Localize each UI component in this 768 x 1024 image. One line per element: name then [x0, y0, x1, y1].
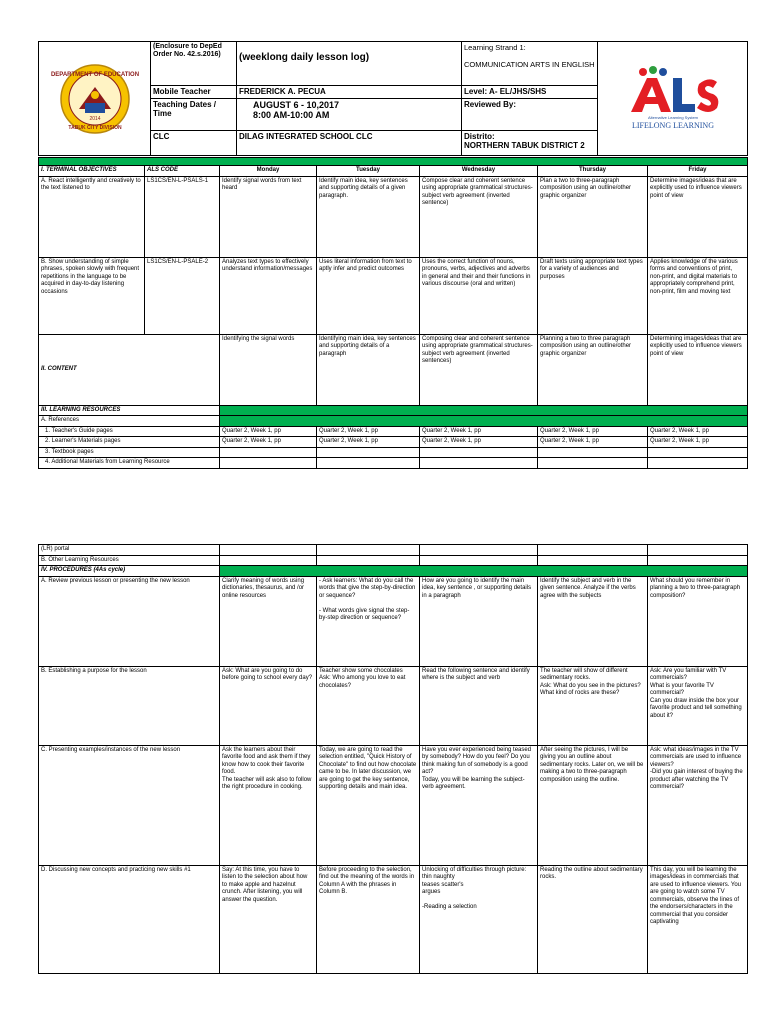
table-cell: Applies knowledge of the various forms and conventions of print, non-print, and digital materials to appropriately comprehend print, non-print, film and moving text	[648, 257, 748, 334]
objective-code: LS1CS/EN-L-PSALE-2	[145, 257, 220, 334]
table-cell: Quarter 2, Week 1, pp	[220, 426, 317, 437]
procedure-row-c	[39, 745, 748, 865]
other-resources-row	[39, 555, 748, 566]
table-cell: Identify main idea, key sentences and supporting details of a given paragraph.	[317, 176, 420, 257]
clc-label: CLC	[151, 131, 237, 156]
enclosure-note: (Enclosure to DepEd Order No. 42.s.2016)	[151, 42, 237, 86]
col-tuesday: Tuesday	[317, 166, 420, 177]
table-cell: Quarter 2, Week 1, pp	[538, 437, 648, 448]
table-cell: This day, you will be learning the images/ideas in commercials that are used to influence viewers. You are going to watch some TV commercials, observe the lines of the endorsers/characters in the commercial that you consider captivating	[648, 865, 748, 973]
learning-strand-cell	[462, 42, 598, 86]
table-cell: Ask the learners about their favorite food and ask them if they know how to cook their favorite food. The teacher will ask also to follow the right procedure in cooking.	[220, 745, 317, 865]
objective-label: B. Show understanding of simple phrases, spoken slowly with frequent repetitions in the language to be acquired in day-to-day listening occasions	[39, 257, 145, 334]
mobile-teacher-label: Mobile Teacher	[151, 86, 237, 99]
level-value: Level: A- EL/JHS/SHS	[462, 86, 598, 99]
table-cell: After seeing the pictures, I will be giving you an outline about sedimentary rocks. Later on, we will be making a two to three-paragraph composition using the outline.	[538, 745, 648, 865]
als-tagline: LIFELONG LEARNING	[631, 120, 714, 130]
table-cell: Teacher show some chocolates Ask: Who among you love to eat chocolates?	[317, 666, 420, 745]
table-cell: Identifying the signal words	[220, 334, 317, 405]
table-cell: - Ask learners: What do you call the words that give the step-by-direction or sequence? - What words give signal the step-by-step direction or sequence?	[317, 576, 420, 666]
table-cell	[317, 458, 420, 469]
teaching-time-value: 8:00 AM-10:00 AM	[253, 110, 330, 120]
als-logo-cell	[598, 42, 748, 156]
table-cell: Quarter 2, Week 1, pp	[648, 426, 748, 437]
table-cell: Uses literal information from text to aptly infer and predict outcomes	[317, 257, 420, 334]
col-als-code: ALS CODE	[145, 166, 220, 177]
lesson-table-page1	[38, 157, 747, 469]
table-cell: Quarter 2, Week 1, pp	[317, 437, 420, 448]
table-cell: Identify signal words from text heard	[220, 176, 317, 257]
green-bar	[220, 416, 748, 427]
deped-seal-top-text: DEPARTMENT OF EDUCATION	[50, 71, 139, 78]
clc-value: DILAG INTEGRATED SCHOOL CLC	[237, 131, 462, 156]
resource-row	[39, 437, 748, 448]
resource-label: 2. Learner's Materials pages	[39, 437, 220, 448]
distrito-value: NORTHERN TABUK DISTRICT 2	[464, 141, 585, 150]
objective-row-b	[39, 257, 748, 334]
resource-label: 3. Textbook pages	[39, 447, 220, 458]
table-cell: Quarter 2, Week 1, pp	[317, 426, 420, 437]
mobile-teacher-value: FREDERICK A. PECUA	[237, 86, 462, 99]
col-thursday: Thursday	[538, 166, 648, 177]
table-cell: What should you remember in planning a two to three-paragraph composition?	[648, 576, 748, 666]
table-cell	[220, 447, 317, 458]
procedures-header-row	[39, 566, 748, 577]
teaching-dates-label: Teaching Dates / Time	[151, 99, 237, 131]
procedure-label: C. Presenting examples/instances of the new lesson	[39, 745, 220, 865]
teaching-dates-value: AUGUST 6 - 10,2017	[253, 100, 340, 110]
table-cell: Quarter 2, Week 1, pp	[538, 426, 648, 437]
table-cell: Quarter 2, Week 1, pp	[220, 437, 317, 448]
table-cell: Identifying main idea, key sentences and supporting details of a paragraph	[317, 334, 420, 405]
table-cell: Uses the correct function of nouns, pronouns, verbs, adjectives and adverbs in general and their and their functions in various discourse (oral and written)	[420, 257, 538, 334]
distrito-cell	[462, 131, 598, 156]
table-cell	[220, 458, 317, 469]
procedure-row-b	[39, 666, 748, 745]
col-wednesday: Wednesday	[420, 166, 538, 177]
table-cell: Identify the subject and verb in the given sentence. Analyze if the verbs agree with the subjects	[538, 576, 648, 666]
table-cell: Compose clear and coherent sentence using appropriate grammatical structures-subject verb agreement (inverted sentence)	[420, 176, 538, 257]
table-cell	[648, 458, 748, 469]
lr-portal-row	[39, 545, 748, 556]
header-block	[38, 41, 747, 155]
col-monday: Monday	[220, 166, 317, 177]
other-resources-label: B. Other Learning Resources	[39, 555, 220, 566]
table-cell	[538, 458, 648, 469]
references-label: A. References	[39, 416, 220, 427]
table-cell: Plan a two to three-paragraph composition using an outline/other graphic organizer	[538, 176, 648, 257]
column-header-row	[39, 166, 748, 177]
table-cell: Analyzes text types to effectively understand information/messages	[220, 257, 317, 334]
table-cell: Unlocking of difficulties through picture: thin naughty teases scatter's argues -Reading a selection	[420, 865, 538, 973]
table-cell: Reading the outline about sedimentary rocks.	[538, 865, 648, 973]
resources-label: III. LEARNING RESOURCES	[39, 405, 220, 416]
green-divider-top	[39, 158, 748, 166]
deped-logo-cell	[39, 42, 151, 156]
table-cell: Quarter 2, Week 1, pp	[648, 437, 748, 448]
objective-row-a	[39, 176, 748, 257]
lr-portal-label: (LR) portal	[39, 545, 220, 556]
deped-seal-year: 2014	[88, 115, 101, 122]
table-cell: Determine images/ideas that are explicitly used to influence viewers point of view	[648, 176, 748, 257]
resources-header-row	[39, 405, 748, 416]
procedure-row-d	[39, 865, 748, 973]
table-cell: Composing clear and coherent sentence using appropriate grammatical structures-subject verb agreement (inverted sentences)	[420, 334, 538, 405]
green-bar	[220, 405, 748, 416]
resource-label: 4. Additional Materials from Learning Resource	[39, 458, 220, 469]
procedure-label: B. Establishing a purpose for the lesson	[39, 666, 220, 745]
resource-label: 1. Teacher's Guide pages	[39, 426, 220, 437]
resource-row	[39, 426, 748, 437]
doc-title: (weeklong daily lesson log)	[237, 42, 462, 86]
table-cell: Before proceeding to the selection, find out the meaning of the words in Column A with the phrases in Column B.	[317, 865, 420, 973]
table-cell: Quarter 2, Week 1, pp	[420, 426, 538, 437]
learning-strand-value: COMMUNICATION ARTS IN ENGLISH	[464, 60, 595, 69]
table-cell: Ask: what ideas/images in the TV commercials are used to influence viewers? -Did you gain interest of buying the product after watching the TV commercial?	[648, 745, 748, 865]
procedures-label: IV. PROCEDURES (4As cycle)	[39, 566, 220, 577]
deped-seal-icon	[50, 63, 139, 135]
table-cell: Determining images/ideas that are explicitly used to influence viewers point of view	[648, 334, 748, 405]
table-cell: Ask: Are you familiar with TV commercials? What is your favorite TV commercial? Can you draw inside the box your favorite product and tell something about it?	[648, 666, 748, 745]
reviewed-by-label: Reviewed By:	[462, 99, 598, 131]
als-logo-icon	[613, 64, 733, 134]
table-cell: How are you going to identify the main idea, key sentence , or supporting details in a paragraph	[420, 576, 538, 666]
distrito-label: Distrito:	[464, 132, 495, 141]
table-cell: Ask: What are you going to do before going to school every day?	[220, 666, 317, 745]
col-friday: Friday	[648, 166, 748, 177]
table-cell	[420, 458, 538, 469]
table-cell: The teacher will show of different sedimentary rocks. Ask: What do you see in the pictures? What kind of rocks are these?	[538, 666, 648, 745]
procedure-row-a	[39, 576, 748, 666]
objective-code: LS1CS/EN-L-PSALS-1	[145, 176, 220, 257]
table-cell: Have you ever experienced being teased by somebody? How do you feel? Do you think making fun of somebody is a good act? Today, you will be learning the subject-verb agreement.	[420, 745, 538, 865]
deped-seal-bottom-text: TABUK CITY DIVISION	[67, 124, 122, 131]
table-cell	[648, 447, 748, 458]
references-row	[39, 416, 748, 427]
procedure-label: A. Review previous lesson or presenting the new lesson	[39, 576, 220, 666]
lesson-table-page2	[38, 544, 747, 974]
table-cell: Today, we are going to read the selection entitled, "Quick History of Chocolate" to find out how chocolate came to be. In later discussion, we are going to get the key sentence, supporting details and main idea.	[317, 745, 420, 865]
resource-row	[39, 458, 748, 469]
objective-label: A. React intelligently and creatively to the text listened to	[39, 176, 145, 257]
table-cell	[420, 447, 538, 458]
content-label: II. CONTENT	[39, 334, 220, 405]
als-small-text: Alternative Learning System	[647, 114, 698, 120]
table-cell: Read the following sentence and identify where is the subject and verb	[420, 666, 538, 745]
resource-row	[39, 447, 748, 458]
teaching-dates-cell	[237, 99, 462, 131]
green-bar	[220, 566, 748, 577]
table-cell: Quarter 2, Week 1, pp	[420, 437, 538, 448]
table-cell	[538, 447, 648, 458]
table-cell: Planning a two to three paragraph composition using an outline/other graphic organizer	[538, 334, 648, 405]
table-cell: Clarify meaning of words using dictionaries, thesaurus, and /or online resources	[220, 576, 317, 666]
table-cell	[317, 447, 420, 458]
content-row	[39, 334, 748, 405]
table-cell: Say: At this time, you have to listen to the selection about how to make apple and hazelnut crunch. After listening, you will answer the question.	[220, 865, 317, 973]
table-cell: Draft texts using appropriate text types for a variety of audiences and purposes	[538, 257, 648, 334]
col-objectives: I. TERMINAL OBJECTIVES	[39, 166, 145, 177]
learning-strand-label: Learning Strand 1:	[464, 43, 526, 52]
procedure-label: D. Discussing new concepts and practicing new skills #1	[39, 865, 220, 973]
